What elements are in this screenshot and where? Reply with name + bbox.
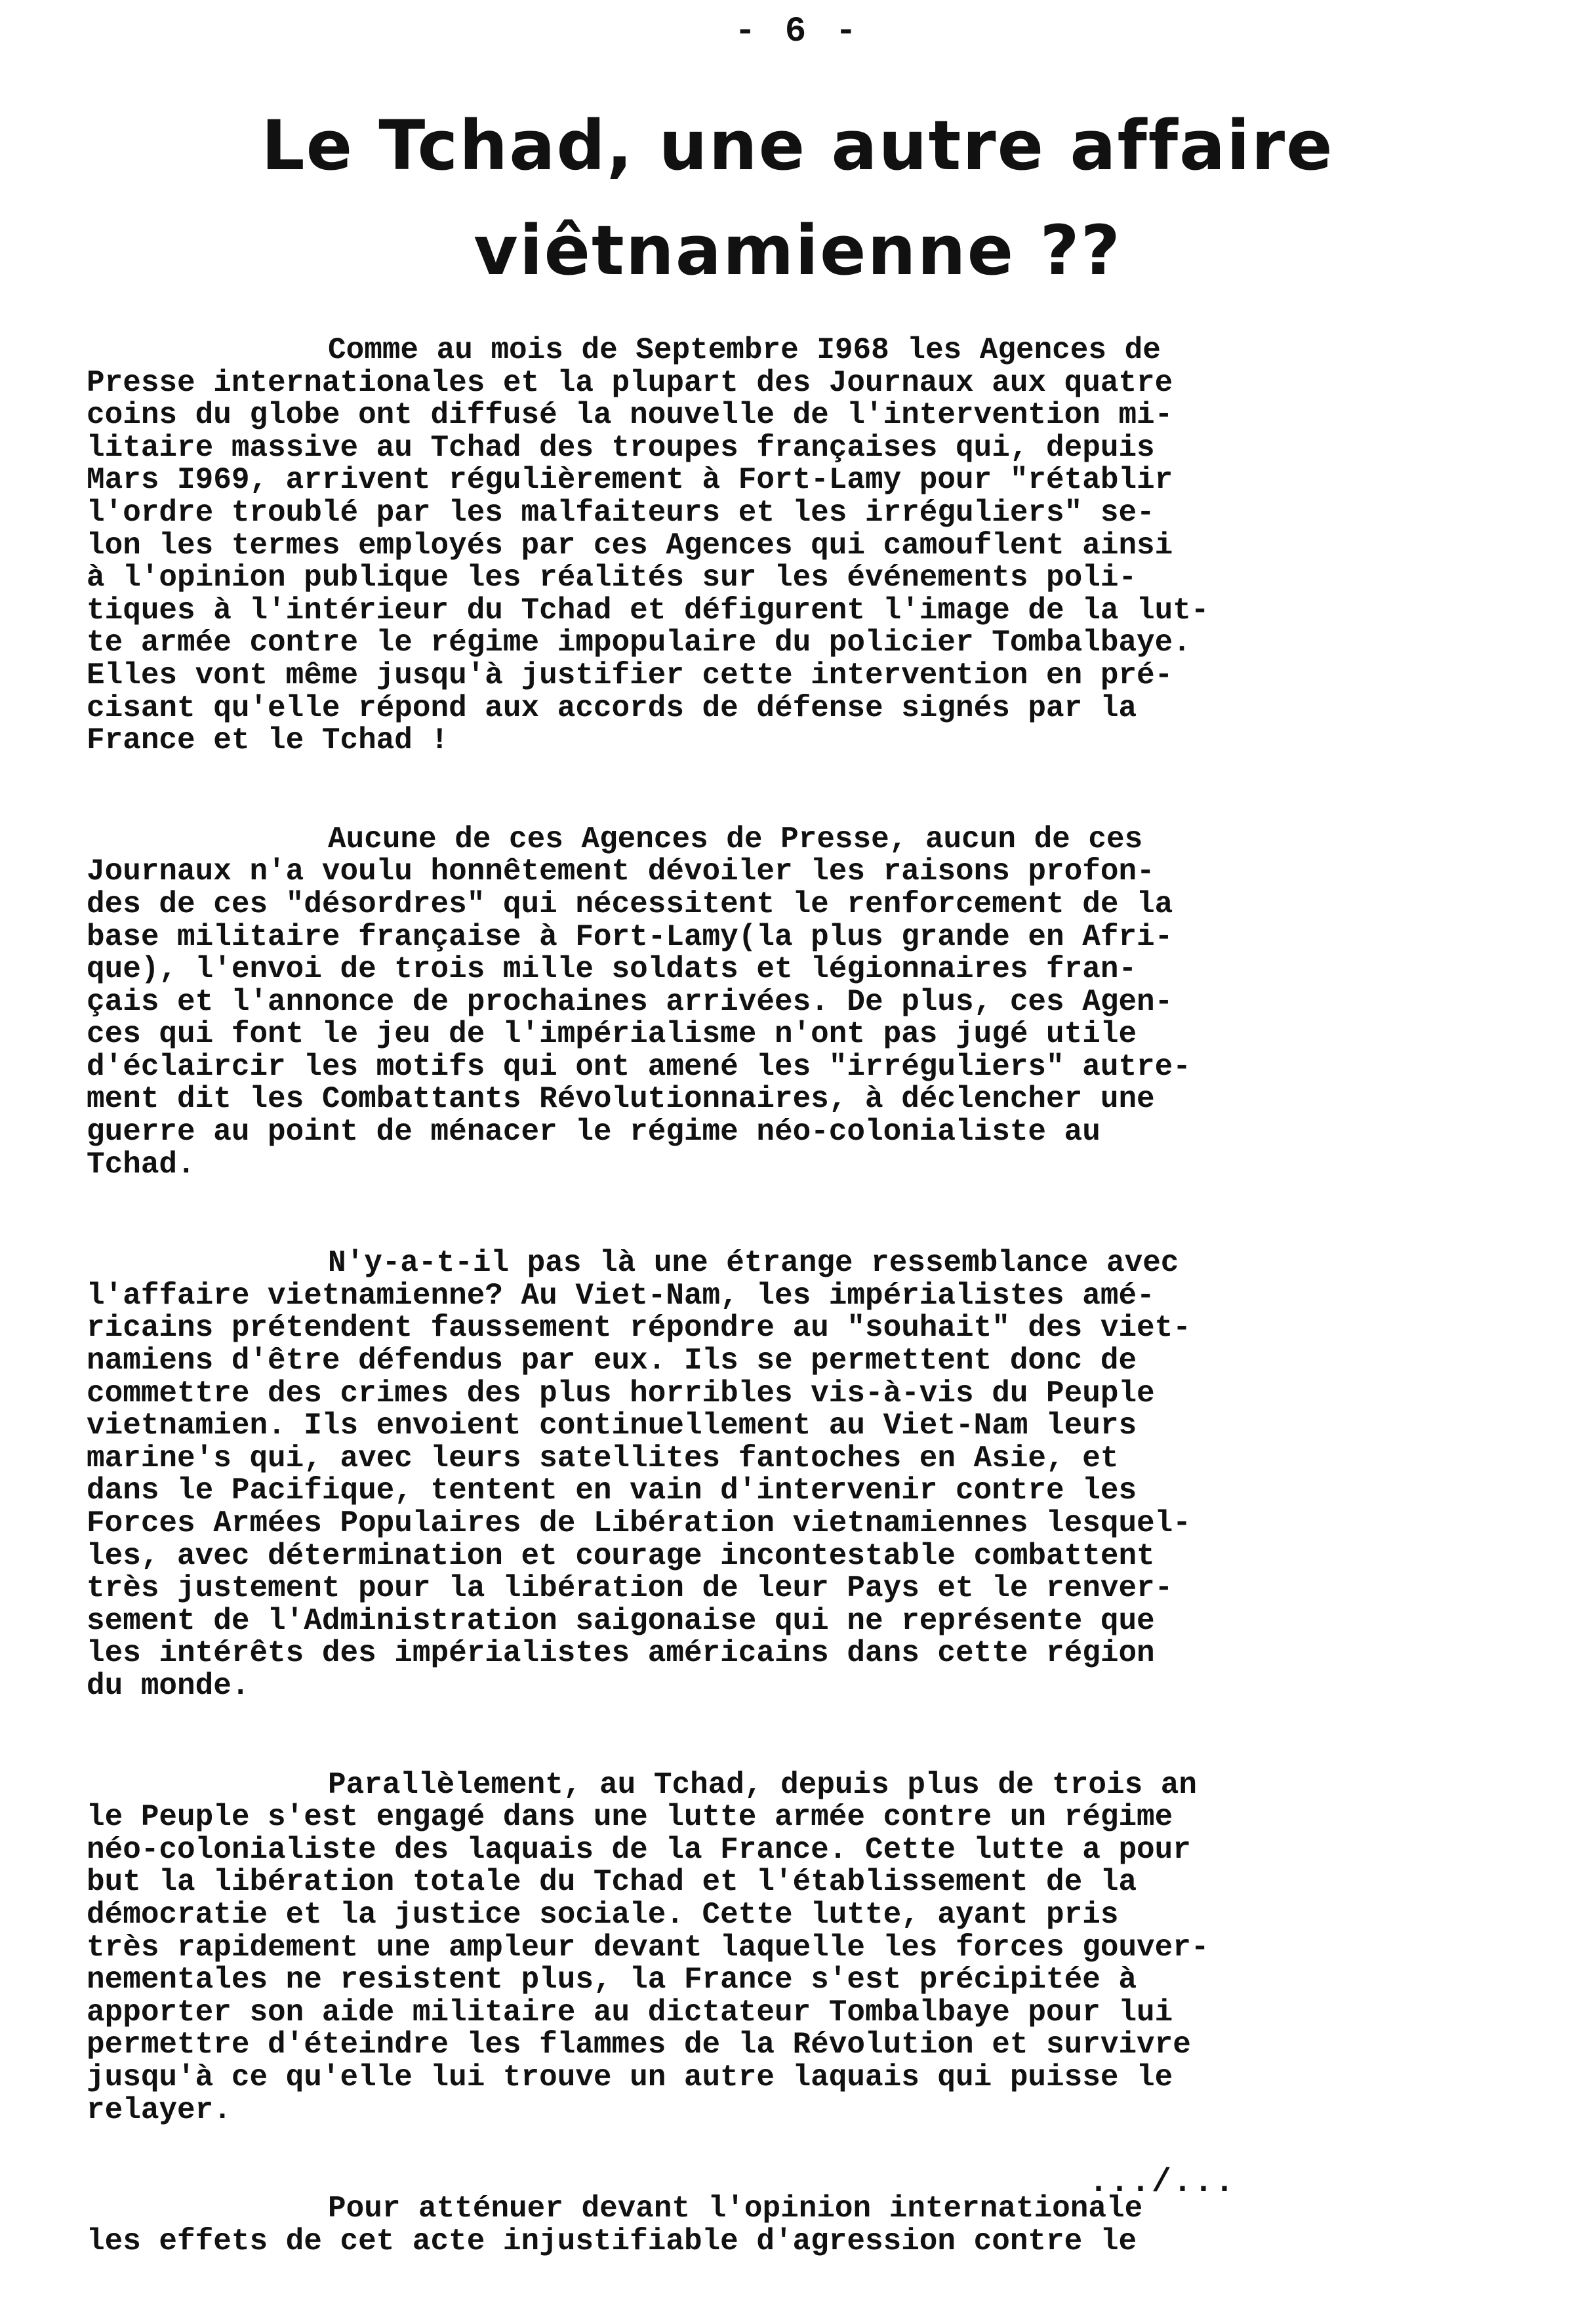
text-line: Parallèlement, au Tchad, depuis plus de trois an: [328, 1767, 1198, 1802]
text-line: cisant qu'elle répond aux accords de défense signés par la: [87, 691, 1137, 725]
text-line: ricains prétendent faussement répondre au "souhait" des viet-: [87, 1311, 1191, 1346]
paragraph-1: [87, 334, 1333, 757]
text-line: les, avec détermination et courage incontestable combattent: [87, 1538, 1155, 1573]
text-line: France et le Tchad !: [87, 723, 449, 758]
document-title-line-1: Le Tchad, une autre affaire: [261, 106, 1334, 186]
paragraph-5: [87, 2193, 1333, 2258]
text-line: sement de l'Administration saigonaise qui ne représente que: [87, 1603, 1155, 1638]
text-line: dans le Pacifique, tentent en vain d'intervenir contre les: [87, 1473, 1137, 1508]
text-line: l'affaire vietnamienne? Au Viet-Nam, les impérialistes amé-: [87, 1278, 1155, 1313]
text-line: à l'opinion publique les réalités sur les événements poli-: [87, 561, 1137, 595]
text-line: marine's qui, avec leurs satellites fantoches en Asie, et: [87, 1441, 1119, 1475]
paragraph-4: [87, 1769, 1333, 2127]
text-line: Tchad.: [87, 1147, 195, 1182]
text-line: très rapidement une ampleur devant laquelle les forces gouver-: [87, 1930, 1209, 1965]
text-line: guerre au point de ménacer le régime néo-colonialiste au: [87, 1115, 1100, 1150]
document-title-line-2: viêtnamienne ??: [474, 210, 1121, 290]
text-line: N'y-a-t-il pas là une étrange ressemblance avec: [328, 1246, 1179, 1281]
text-line: le Peuple s'est engagé dans une lutte armée contre un régime: [87, 1800, 1173, 1835]
text-line: du monde.: [87, 1668, 250, 1703]
text-line: les intérêts des impérialistes américains dans cette région: [87, 1636, 1155, 1671]
text-line: ces qui font le jeu de l'impérialisme n'ont pas jugé utile: [87, 1017, 1137, 1052]
text-line: te armée contre le régime impopulaire du policier Tombalbaye.: [87, 626, 1191, 660]
text-line: vietnamien. Ils envoient continuellement au Viet-Nam leurs: [87, 1409, 1137, 1443]
text-line: coins du globe ont diffusé la nouvelle de l'intervention mi-: [87, 398, 1173, 433]
text-line: tiques à l'intérieur du Tchad et défigurent l'image de la lut-: [87, 593, 1209, 628]
text-line: Aucune de ces Agences de Presse, aucun de ces: [328, 822, 1143, 856]
article-body: [87, 334, 1333, 2324]
text-line: Journaux n'a voulu honnêtement dévoiler les raisons profon-: [87, 854, 1155, 889]
text-line: but la libération totale du Tchad et l'établissement de la: [87, 1865, 1137, 1900]
paragraph-3: [87, 1247, 1333, 1702]
text-line: Mars I969, arrivent régulièrement à Fort-Lamy pour "rétablir: [87, 463, 1173, 498]
text-line: ment dit les Combattants Révolutionnaires, à déclencher une: [87, 1082, 1155, 1117]
text-line: nementales ne resistent plus, la France s'est précipitée à: [87, 1963, 1137, 1997]
text-line: Comme au mois de Septembre I968 les Agences de: [328, 333, 1161, 367]
paragraph-2: [87, 824, 1333, 1182]
text-line: d'éclaircir les motifs qui ont amené les "irréguliers" autre-: [87, 1049, 1191, 1084]
text-line: les effets de cet acte injustifiable d'agression contre le: [87, 2224, 1137, 2258]
text-line: relayer.: [87, 2093, 232, 2127]
text-line: très justement pour la libération de leur Pays et le renver-: [87, 1571, 1173, 1606]
text-line: commettre des crimes des plus horribles vis-à-vis du Peuple: [87, 1376, 1155, 1411]
text-line: Forces Armées Populaires de Libération vietnamiennes lesquel-: [87, 1506, 1191, 1540]
text-line: Elles vont même jusqu'à justifier cette intervention en pré-: [87, 658, 1173, 692]
text-line: l'ordre troublé par les malfaiteurs et les irréguliers" se-: [87, 495, 1155, 530]
page-number: - 6 -: [734, 12, 861, 52]
text-line: permettre d'éteindre les flammes de la Révolution et survivre: [87, 2028, 1191, 2062]
text-line: néo-colonialiste des laquais de la France. Cette lutte a pour: [87, 1832, 1191, 1867]
text-line: lon les termes employés par ces Agences qui camouflent ainsi: [87, 528, 1173, 563]
text-line: Pour atténuer devant l'opinion internationale: [328, 2192, 1143, 2226]
continuation-marker: .../...: [1089, 2164, 1236, 2201]
text-line: base militaire française à Fort-Lamy(la plus grande en Afri-: [87, 919, 1173, 954]
text-line: namiens d'être défendus par eux. Ils se permettent donc de: [87, 1344, 1137, 1378]
text-line: des de ces "désordres" qui nécessitent le renforcement de la: [87, 887, 1173, 921]
text-line: démocratie et la justice sociale. Cette lutte, ayant pris: [87, 1897, 1119, 1932]
text-line: apporter son aide militaire au dictateur Tombalbaye pour lui: [87, 1995, 1173, 2030]
text-line: que), l'envoi de trois mille soldats et légionnaires fran-: [87, 952, 1137, 987]
text-line: çais et l'annonce de prochaines arrivées. De plus, ces Agen-: [87, 984, 1173, 1019]
text-line: jusqu'à ce qu'elle lui trouve un autre laquais qui puisse le: [87, 2060, 1173, 2094]
text-line: Presse internationales et la plupart des Journaux aux quatre: [87, 365, 1173, 400]
text-line: litaire massive au Tchad des troupes françaises qui, depuis: [87, 430, 1155, 465]
